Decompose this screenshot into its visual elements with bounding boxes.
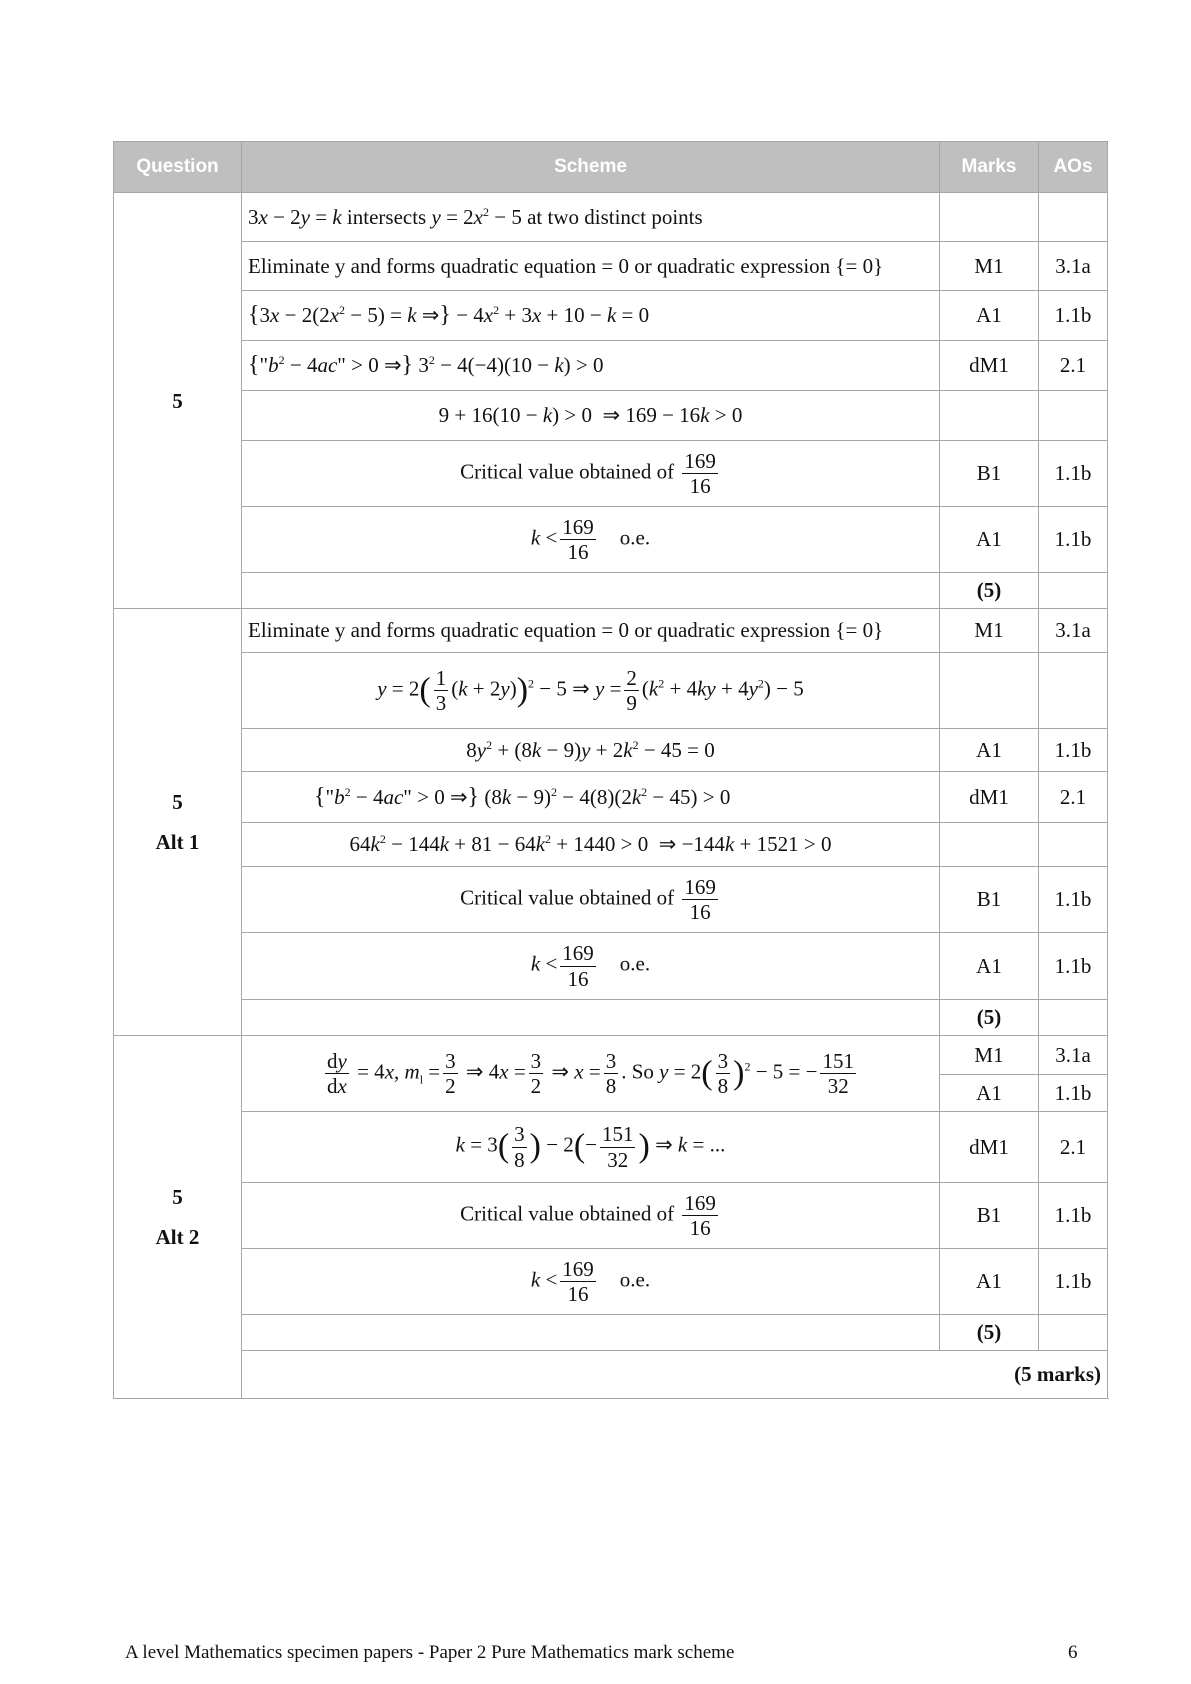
scheme-cell: k = 3( $\frac{3}{8}$ ) − 2(− $\frac{151}{32}$ ) ⇒ k = ... xyxy=(242,1112,940,1183)
table-row xyxy=(114,823,1108,867)
mark: B1 xyxy=(940,867,1039,933)
scheme-cell: Critical value obtained of $\frac{169}{16}$ xyxy=(242,441,940,507)
mark: A1 xyxy=(940,1075,1039,1112)
table-row xyxy=(114,729,1108,772)
header-aos: AOs xyxy=(1039,142,1108,193)
mark: dM1 xyxy=(940,772,1039,823)
ao: 1.1b xyxy=(1039,1249,1108,1315)
ao: 1.1b xyxy=(1039,1183,1108,1249)
ao: 1.1b xyxy=(1039,441,1108,507)
ao: 2.1 xyxy=(1039,772,1108,823)
scheme-cell: Critical value obtained of $\frac{169}{16}$ xyxy=(242,867,940,933)
table-row xyxy=(114,1351,1108,1399)
page-number: 6 xyxy=(1068,1642,1078,1663)
scheme-cell: y = 2( $\frac{1}{3}$ (k + 2y))$^2$ − 5 ⇒ y = $\frac{2}{9}$ $(k^2 + 4ky + 4y^2) - 5$ xyxy=(242,653,940,729)
question-number: 5 Alt 1 xyxy=(114,609,242,1036)
scheme-cell: Critical value obtained of $\frac{169}{16}$ xyxy=(242,1183,940,1249)
scheme-cell: {"$b^2 - 4ac$" > 0 ⇒} $(8k - 9)^2 - 4(8)(2k^2 - 45) > 0$ xyxy=(242,772,940,823)
mark: A1 xyxy=(940,291,1039,341)
mark: M1 xyxy=(940,1036,1039,1075)
ao: 2.1 xyxy=(1039,341,1108,391)
table-row xyxy=(114,1183,1108,1249)
mark: A1 xyxy=(940,1249,1039,1315)
grand-total: (5 marks) xyxy=(242,1351,1108,1399)
table-header xyxy=(114,142,1108,193)
table-row xyxy=(114,867,1108,933)
scheme-cell: k < $\frac{169}{16}$ o.e. xyxy=(242,1249,940,1315)
mark: B1 xyxy=(940,1183,1039,1249)
mark: A1 xyxy=(940,507,1039,573)
table-row xyxy=(114,391,1108,441)
ao: 3.1a xyxy=(1039,242,1108,291)
mark: dM1 xyxy=(940,341,1039,391)
scheme-cell: $64k^2 - 144k + 81 - 64k^2 + 1440 > 0$ ⇒ −144k + 1521 > 0 xyxy=(242,823,940,867)
header-question: Question xyxy=(114,142,242,193)
table-row xyxy=(114,341,1108,391)
ao: 3.1a xyxy=(1039,609,1108,653)
mark: M1 xyxy=(940,609,1039,653)
table-row xyxy=(114,653,1108,729)
table-row xyxy=(114,609,1108,653)
table-row xyxy=(114,573,1108,609)
subtotal: (5) xyxy=(940,573,1039,609)
question-number: 5 xyxy=(114,193,242,609)
table-row xyxy=(114,1249,1108,1315)
ao: 2.1 xyxy=(1039,1112,1108,1183)
scheme-cell: Eliminate y and forms quadratic equation = 0 or quadratic expression {= 0} xyxy=(242,609,940,653)
table-row xyxy=(114,291,1108,341)
mark: A1 xyxy=(940,933,1039,1000)
scheme-cell: k < $\frac{169}{16}$ o.e. xyxy=(242,933,940,1000)
table-row xyxy=(114,1315,1108,1351)
footer-text: A level Mathematics specimen papers - Paper 2 Pure Mathematics mark scheme xyxy=(125,1642,735,1663)
table-row xyxy=(114,242,1108,291)
header-scheme: Scheme xyxy=(242,142,940,193)
ao: 1.1b xyxy=(1039,933,1108,1000)
ao: 1.1b xyxy=(1039,507,1108,573)
table-row xyxy=(114,1000,1108,1036)
scheme-cell: $\frac{dy}{dx}$ = 4x, $m_l$ = $\frac{3}{2}$ ⇒ 4x = $\frac{3}{2}$ ⇒ x = $\frac{3}{8}$ . So y = 2( $\frac{3}{8}$ )$^2$ − 5 = − $\frac{151}{32}$ xyxy=(242,1036,940,1112)
scheme-cell: {"$b^2 - 4ac$" > 0 ⇒} $3^2 - 4(-4)(10 - k) > 0$ xyxy=(242,341,940,391)
ao: 1.1b xyxy=(1039,291,1108,341)
subtotal: (5) xyxy=(940,1315,1039,1351)
scheme-cell: {$3x - 2(2x^2 - 5) = k$ ⇒} − $4x^2 + 3x + 10 - k = 0$ xyxy=(242,291,940,341)
table-row xyxy=(114,1036,1108,1075)
scheme-cell: 3x − 2y = k intersects $y = 2x^2 - 5$ at two distinct points xyxy=(242,193,940,242)
question-number: 5 Alt 2 xyxy=(114,1036,242,1399)
table-row xyxy=(114,772,1108,823)
subtotal: (5) xyxy=(940,1000,1039,1036)
mark: A1 xyxy=(940,729,1039,772)
table-row xyxy=(114,1112,1108,1183)
table-row xyxy=(114,441,1108,507)
ao: 1.1b xyxy=(1039,1075,1108,1112)
table-row xyxy=(114,507,1108,573)
scheme-cell: Eliminate y and forms quadratic equation = 0 or quadratic expression {= 0} xyxy=(242,242,940,291)
mark: dM1 xyxy=(940,1112,1039,1183)
ao: 1.1b xyxy=(1039,729,1108,772)
table-row xyxy=(114,933,1108,1000)
mark: M1 xyxy=(940,242,1039,291)
ao: 1.1b xyxy=(1039,867,1108,933)
ao: 3.1a xyxy=(1039,1036,1108,1075)
header-marks: Marks xyxy=(940,142,1039,193)
mark-scheme-table xyxy=(113,141,1108,1399)
scheme-cell: k < $\frac{169}{16}$ o.e. xyxy=(242,507,940,573)
table-row xyxy=(114,193,1108,242)
scheme-cell: $8y^2 + (8k - 9)y + 2k^2 - 45 = 0$ xyxy=(242,729,940,772)
mark: B1 xyxy=(940,441,1039,507)
scheme-cell: 9 + 16(10 − k) > 0 ⇒ 169 − 16k > 0 xyxy=(242,391,940,441)
